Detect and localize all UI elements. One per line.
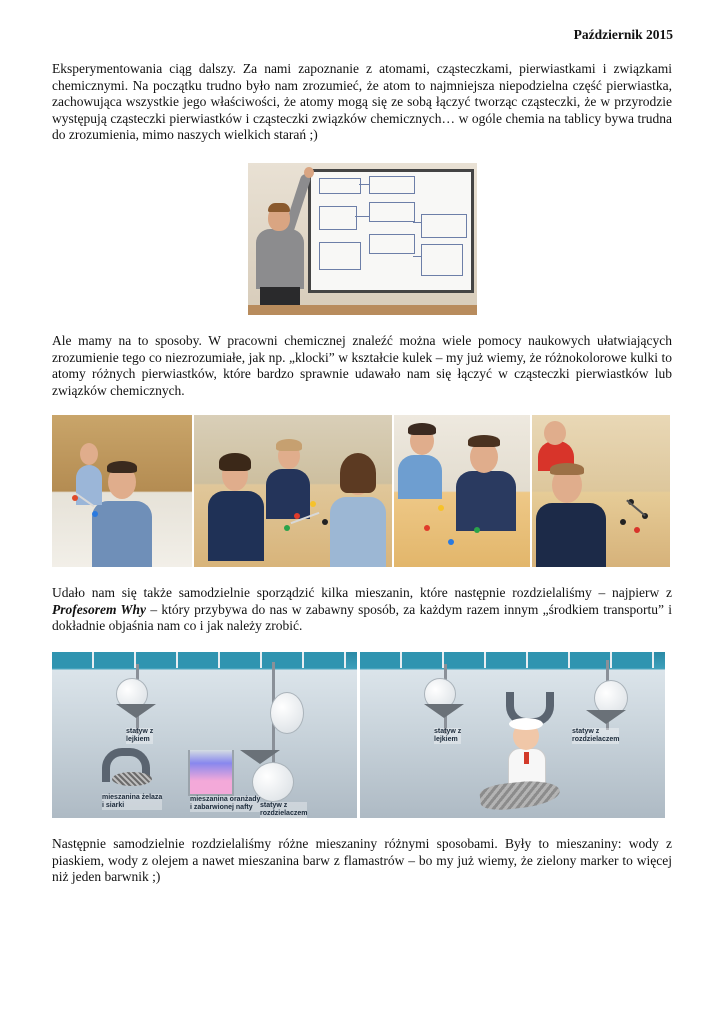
photo-girls-at-table — [194, 415, 392, 567]
rocket-icon — [479, 778, 561, 812]
paragraph-intro: Eksperymentowania ciąg dalszy. Za nami zapoznanie z atomami, cząsteczkami, pierwiastkami i związkami chemicznymi. Na początku trudno było nam zrozumieć, że atom to najmniejsza niepodzielna część pierwiastka, zachowująca wszystkie jego właściwości, że atomy mogą się ze sobą łączyć tworząc cząsteczki, że w przyrodzie występują cząsteczki pierwiastków i cząsteczki związków chemicznych… w ogóle chemia na tablicy bywa trudna do zrozumienia, mimo naszych wielkich starań ;) — [52, 61, 672, 143]
animation-frame-mixtures — [52, 652, 357, 818]
photo-whiteboard — [248, 163, 477, 315]
p3-text-before: Udało nam się także samodzielnie sporządzić kilka mieszanin, które następnie rozdzielaliśmy – najpierw z — [52, 585, 672, 600]
photo-strip-molecule-models — [52, 415, 670, 567]
label-statyw-lejek-2: statyw z lejkiem — [434, 728, 462, 743]
label-mieszanina-zelaza: mieszanina żelaza i siarki — [102, 794, 163, 809]
photo-boys-with-black-model — [532, 415, 670, 567]
paragraph-professor-why — [52, 585, 672, 635]
photo-boy-with-model — [52, 415, 192, 567]
paragraph-separating-mixtures: Następnie samodzielnie rozdzielaliśmy różne mieszaniny różnymi sposobami. Były to mieszaniny: wody z piaskiem, wody z olejem a nawet mieszanina barw z flamastrów – bo my już wiemy, że zielony marker to więcej niż jeden barwnik ;) — [52, 836, 672, 885]
whiteboard — [308, 169, 474, 293]
label-statyw-rozdzielacz: statyw z rozdzielaczem — [260, 802, 308, 817]
label-statyw-rozdzielacz-2: statyw z rozdzielaczem — [572, 728, 620, 743]
photo-strip-professor-why — [52, 652, 665, 818]
label-mieszanina-oranzady: mieszanina oranżady i zabarwionej nafty — [190, 796, 261, 811]
p3-text-after: – który przybywa do nas w zabawny sposób, za każdym razem innym „środkiem transportu” i dokładnie objaśnia nam co i jak należy zrobić. — [52, 601, 672, 634]
paragraph-molecule-kits: Ale mamy na to sposoby. W pracowni chemicznej znaleźć można wiele pomocy naukowych ułatwiających zrozumienie tego co niezrozumiałe, jak np. „klocki” w kształcie kulek – my już wiemy, że różnokolorowe kulki to atomy różnych pierwiastków, które bardzo sprawnie udawało nam się łączyć w cząsteczki pierwiastków lub związków chemicznych. — [52, 333, 672, 398]
beaker-icon — [188, 750, 234, 796]
photo-boys-building-molecules — [394, 415, 530, 567]
page-date: Październik 2015 — [573, 27, 673, 42]
animation-frame-professor — [360, 652, 665, 818]
professor-why-name: Profesorem Why — [52, 601, 147, 617]
label-statyw-lejek: statyw z lejkiem — [126, 728, 154, 743]
student-figure — [256, 229, 304, 289]
